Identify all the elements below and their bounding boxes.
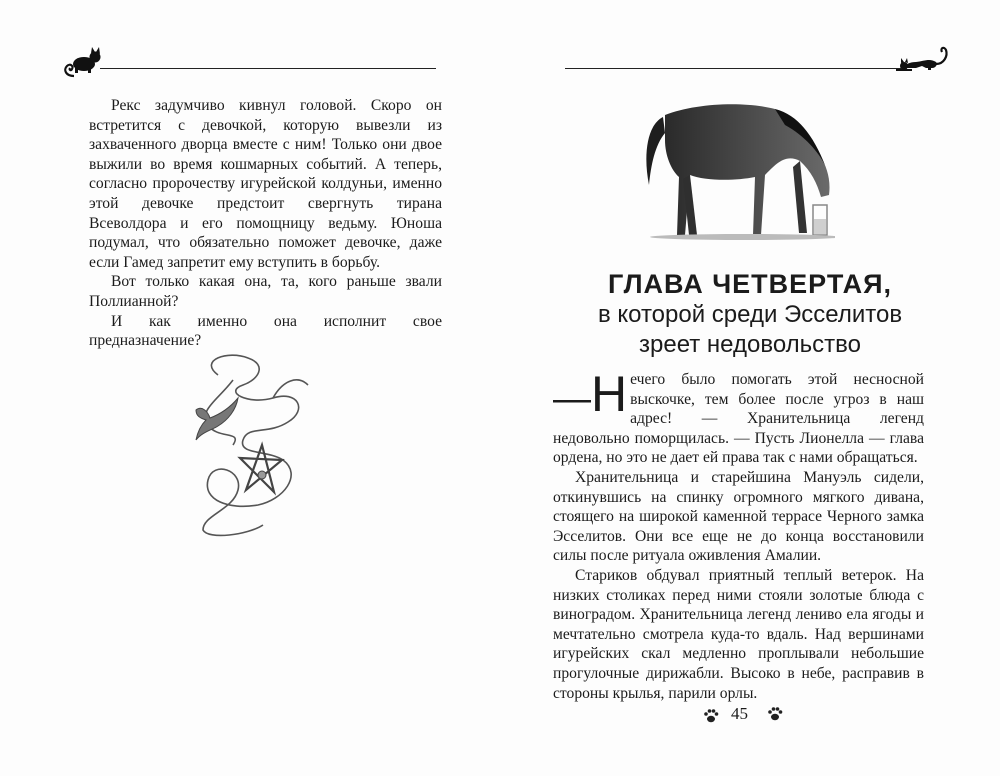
dropcap-dash: — (553, 378, 591, 420)
chapter-subtitle-line1: в которой среди Эсселитов (597, 301, 903, 328)
header-rule (565, 68, 901, 69)
chapter-title: ГЛАВА ЧЕТВЕРТАЯ, (607, 269, 893, 299)
paragraph: Рекс задумчиво кивнул головой. Скоро он встретится с девочкой, которую вывезли из захваченного дворца вместе с ним! Только они двое выжили во время кошмарных событий. А теперь, согласно пророчеству игурейской колдуньи, именно этой девочке предстоит свергнуть тирана Всеволдора и его помощницу ведьму. Юноша подумал, что обязательно поможет девочке, даже если Гамед запретит ему вступить в борьбу. (89, 97, 442, 271)
string-dove-star-illustration (188, 350, 328, 540)
paragraph: И как именно она исполнит свое предназначение? (89, 312, 442, 350)
left-body-text (89, 96, 442, 351)
dropcap-letter: Н (591, 366, 628, 422)
right-body-text (553, 366, 924, 703)
cat-stretching-icon (896, 44, 956, 74)
chapter-subtitle-line2: зреет недовольство (639, 331, 861, 358)
right-page (500, 0, 1000, 776)
page-number: 45 (731, 704, 748, 723)
cat-silhouette-icon (60, 46, 108, 84)
horse-drinking-illustration (635, 95, 835, 245)
paragraph: Вот только какая она, та, кого раньше звали Поллианной? (89, 273, 442, 310)
dropcap (553, 366, 628, 422)
paw-print-icon (703, 708, 719, 724)
paragraph: Хранительница и старейшина Мануэль сидели, откинувшись на спинку огромного мягкого дивана, стоящего на широкой каменной террасе Черного замка Эсселитов. Они все еще не до конца восстановили силы после ритуала оживления Амалии. (553, 468, 924, 565)
paw-print-icon (767, 706, 783, 722)
paragraph: Стариков обдувал приятный теплый ветерок. На низких столиках перед ними стояли золотые блюда с виноградом. Хранительница легенд лениво ела ягоды и мечтательно смотрела куда-то вдаль. Над вершинами игурейских скал медленно проплывали небольшие прогулочные дирижабли. Высоко в небе, расправив в стороны крылья, парили орлы. (553, 566, 924, 702)
first-paragraph-text: ечего было помогать этой несносной выскочке, тем более после угроз в наш адрес! — Хранительница легенд недовольно поморщилась. — Пусть Лионелла — глава ордена, но это не дает ей права так с нами обращаться. (553, 371, 924, 467)
chapter-heading (560, 268, 940, 360)
header-rule (100, 68, 436, 69)
first-paragraph (553, 366, 924, 468)
